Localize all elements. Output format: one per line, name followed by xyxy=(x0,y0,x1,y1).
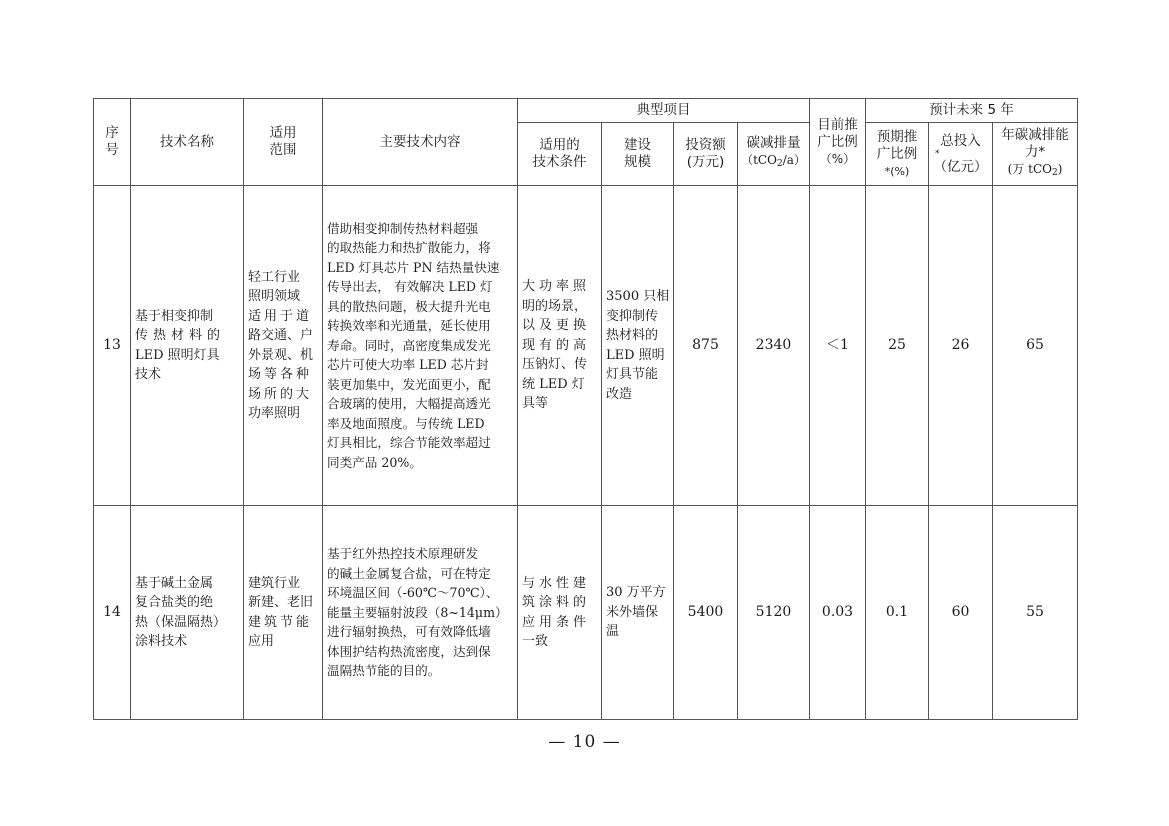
text-line: 路交通、户 xyxy=(248,328,314,343)
text-line: 传热材料的 xyxy=(135,328,226,343)
header-scope xyxy=(244,99,323,186)
cell-tech-conditions xyxy=(518,506,602,720)
text-line: 建筑行业 xyxy=(248,575,301,591)
text-line: 30 万平方 xyxy=(606,585,666,601)
header-scale xyxy=(602,123,674,186)
text-line: 功率照明 xyxy=(248,406,301,421)
unit-subscript: 2 xyxy=(1051,167,1058,178)
cell-annual-capacity: 55 xyxy=(993,506,1078,720)
text-line: 变抑制传 xyxy=(606,308,659,324)
cell-expected-ratio: 0.1 xyxy=(866,506,929,720)
text-line: 明的场景， xyxy=(522,298,588,314)
header-investment xyxy=(674,123,738,186)
header-annual-capacity-line1: 年碳减排能 xyxy=(1001,126,1069,143)
cell-current-ratio: ＜1 xyxy=(810,186,866,506)
text-line: 灯具相比，综合节能效率超过 xyxy=(327,435,491,451)
text-line: 的取热能力和热扩散能力，将 xyxy=(327,240,491,256)
header-carbon-reduction-line2 xyxy=(738,152,809,173)
text-line: 涂料技术 xyxy=(135,634,188,649)
text-line: 芯片可使大功率 LED 芯片封 xyxy=(327,357,489,373)
text-line: 米外墙保 xyxy=(606,604,659,620)
text-line: 热材料的 xyxy=(606,328,659,343)
text-line: 基于碱土金属 xyxy=(135,575,214,591)
text-line: 同类产品 20%。 xyxy=(327,454,422,470)
page-number: — 10 — xyxy=(548,732,621,752)
header-scope-line1: 适用 xyxy=(269,125,297,141)
header-annual-capacity xyxy=(993,123,1078,186)
text-line: 压钠灯、传 xyxy=(522,357,588,373)
text-line: 照明领域 xyxy=(248,289,301,304)
cell-scale xyxy=(602,186,674,506)
text-line: 转换效率和光通量，延长使用 xyxy=(327,318,491,334)
text-line: 3500 只相 xyxy=(606,289,670,304)
text-line: 率及地面照度。与传统 LED xyxy=(327,415,485,431)
text-line: 体围护结构热流密度，达到保 xyxy=(327,643,491,659)
header-current-ratio-line3: （%） xyxy=(819,151,856,166)
header-investment-line1: 投资额 xyxy=(685,137,726,153)
header-annual-capacity-line2: 力* xyxy=(1024,143,1046,160)
cell-tech-name xyxy=(131,186,244,506)
text-line: 的碱土金属复合盐，可在特定 xyxy=(327,565,491,581)
table-row xyxy=(94,186,1078,506)
unit-prefix: (万 tCO xyxy=(1007,161,1052,176)
text-line: 热（保温隔热） xyxy=(135,614,227,630)
header-expected-ratio-line1: 预期推 xyxy=(876,128,918,145)
text-line: 建筑节能 xyxy=(248,614,313,630)
text-line: 新建、老旧 xyxy=(248,595,314,610)
text-line: 复合盐类的绝 xyxy=(135,595,214,610)
text-line: LED 照明 xyxy=(606,347,665,363)
header-tech-conditions-line2: 技术条件 xyxy=(532,154,587,170)
text-line: 现有的高 xyxy=(522,337,591,353)
header-tech-conditions-line1: 适用的 xyxy=(539,137,580,153)
unit-suffix: ) xyxy=(1057,161,1063,176)
text-line: 应用条件 xyxy=(522,614,591,630)
header-current-ratio-line1: 目前推 xyxy=(817,116,858,133)
text-line: 与水性建 xyxy=(522,575,591,591)
header-carbon-reduction-line1: 碳减排量 xyxy=(746,135,801,151)
header-seq-line2: 号 xyxy=(105,142,119,158)
header-scope-line2: 范围 xyxy=(269,142,297,158)
cell-seq: 13 xyxy=(94,186,131,506)
header-expected-ratio xyxy=(866,123,929,186)
text-line: 灯具节能 xyxy=(606,367,659,382)
text-line: 能量主要辐射波段（8~14μm） xyxy=(327,604,508,620)
header-expected-ratio-line3: *(%) xyxy=(884,164,910,178)
header-annual-capacity-line3 xyxy=(993,161,1077,182)
text-line: 场等各种 xyxy=(248,367,313,382)
header-tech-name: 技术名称 xyxy=(131,99,244,186)
text-line: 统 LED 灯 xyxy=(522,376,585,392)
header-seq-line1: 序 xyxy=(105,125,119,141)
header-total-invest-line2: * xyxy=(935,148,940,159)
text-line: 改造 xyxy=(606,386,633,402)
cell-carbon-reduction: 2340 xyxy=(738,186,810,506)
cell-tech-conditions xyxy=(518,186,602,506)
cell-total-invest: 60 xyxy=(929,506,993,720)
text-line: 环境温区间（-60℃～70℃）、 xyxy=(327,585,499,601)
header-scale-line2: 规模 xyxy=(624,154,651,170)
cell-scale xyxy=(602,506,674,720)
text-line: 传导出去， 有效解决 LED 灯 xyxy=(327,279,493,295)
text-line: 借助相变抑制传热材料超强 xyxy=(327,220,479,236)
text-line: 合玻璃的使用，大幅提高透光 xyxy=(327,396,491,412)
text-line: 温隔热节能的目的。 xyxy=(327,663,441,679)
unit-suffix: /a） xyxy=(782,153,806,167)
header-next-5-years: 预计未来 5 年 xyxy=(866,99,1078,123)
text-line: 基于相变抑制 xyxy=(135,308,214,324)
cell-expected-ratio: 25 xyxy=(866,186,929,506)
cell-main-content xyxy=(323,186,518,506)
unit-prefix: （tCO xyxy=(741,153,777,167)
cell-tech-name xyxy=(131,506,244,720)
text-line: LED 照明灯具 xyxy=(135,347,220,363)
header-total-invest-line3: （亿元） xyxy=(933,158,988,175)
cell-carbon-reduction: 5120 xyxy=(738,506,810,720)
text-line: 具的散热问题，极大提升光电 xyxy=(327,298,491,314)
header-scale-line1: 建设 xyxy=(624,137,651,153)
header-total-invest-line1: 总投入 xyxy=(940,132,981,149)
header-typical-project: 典型项目 xyxy=(518,99,810,123)
text-line: 基于红外热控技术原理研发 xyxy=(327,546,479,562)
unit-subscript: 2 xyxy=(776,159,783,169)
text-line: 寿命。同时，高密度集成发光 xyxy=(327,337,491,353)
text-line: 技术 xyxy=(135,367,162,382)
header-main-content: 主要技术内容 xyxy=(323,99,518,186)
cell-current-ratio: 0.03 xyxy=(810,506,866,720)
cell-investment: 5400 xyxy=(674,506,738,720)
text-line: 适用于道 xyxy=(248,308,313,324)
cell-seq: 14 xyxy=(94,506,131,720)
cell-annual-capacity: 65 xyxy=(993,186,1078,506)
cell-scope xyxy=(244,186,323,506)
header-tech-conditions xyxy=(518,123,602,186)
cell-investment: 875 xyxy=(674,186,738,506)
header-carbon-reduction xyxy=(738,123,810,186)
header-current-ratio-line2: 广比例 xyxy=(817,133,858,150)
header-expected-ratio-line2: 广比例 xyxy=(876,145,918,162)
text-line: 装更加集中，发光面更小，配 xyxy=(327,376,491,392)
text-line: 温 xyxy=(606,624,620,640)
cell-main-content xyxy=(323,506,518,720)
text-line: 场所的大 xyxy=(248,386,313,402)
header-investment-line2: (万元) xyxy=(686,154,725,170)
text-line: 一致 xyxy=(522,634,549,649)
cell-scope xyxy=(244,506,323,720)
text-line: 应用 xyxy=(248,634,275,649)
text-line: 具等 xyxy=(522,396,549,412)
cell-total-invest: 26 xyxy=(929,186,993,506)
text-line: LED 灯具芯片 PN 结热量快速 xyxy=(327,259,500,275)
header-seq xyxy=(94,99,131,186)
header-current-ratio xyxy=(810,99,866,186)
text-line: 外景观、机 xyxy=(248,347,314,363)
header-total-invest xyxy=(929,123,993,186)
technology-table xyxy=(93,98,1078,720)
text-line: 轻工行业 xyxy=(248,269,301,285)
text-line: 大功率照 xyxy=(522,279,591,295)
text-line: 以及更换 xyxy=(522,318,591,334)
text-line: 进行辐射换热，可有效降低墙 xyxy=(327,624,491,640)
table-row xyxy=(94,506,1078,720)
text-line: 筑涂料的 xyxy=(522,595,591,610)
